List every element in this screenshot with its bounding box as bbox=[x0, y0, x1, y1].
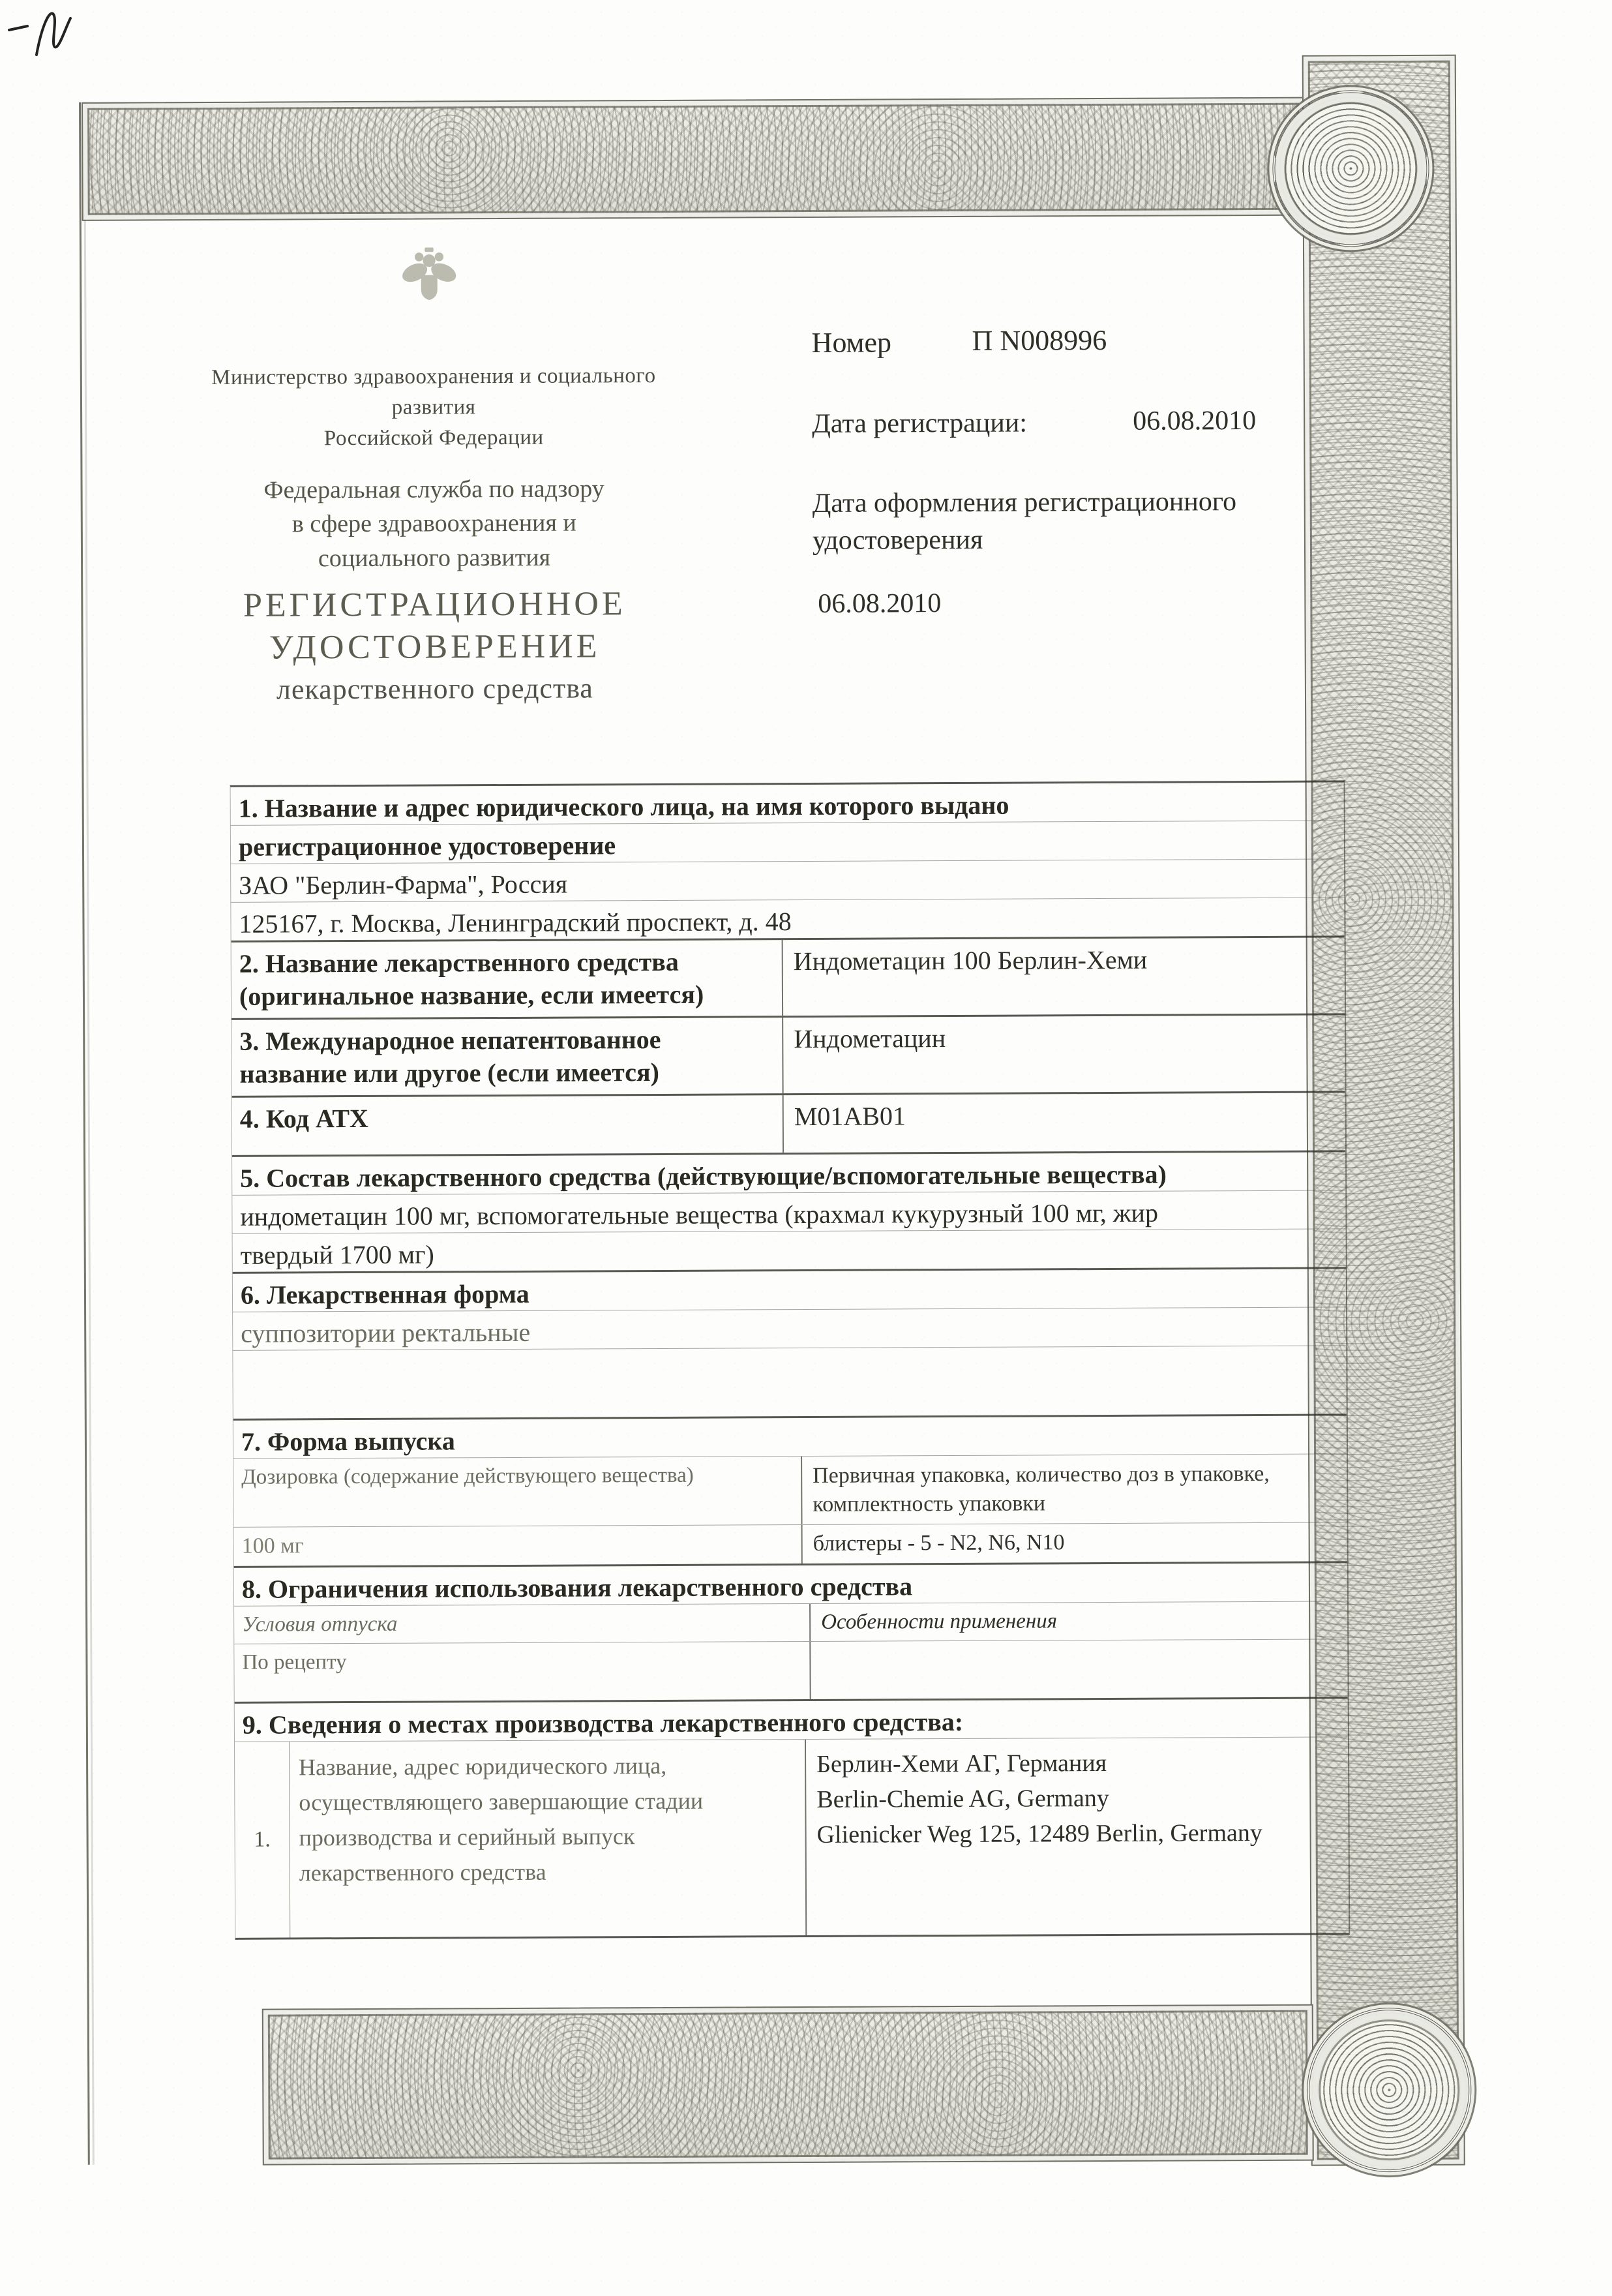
s9-producer-line: Берлин-Хеми АГ, Германия bbox=[816, 1749, 1107, 1779]
document-title-subline: лекарственного средства bbox=[276, 672, 593, 706]
s9-production-row bbox=[235, 1738, 1349, 1938]
ornamental-border-bottom bbox=[262, 2004, 1314, 2166]
s7-col2-header-line: Первичная упаковка, количество доз в упаковке, bbox=[813, 1461, 1270, 1488]
registration-table bbox=[230, 780, 1351, 1940]
s3-row bbox=[231, 1015, 1345, 1097]
s7-packaging-value: блистеры - 5 - N2, N6, N10 bbox=[813, 1530, 1065, 1556]
s2-label-cell bbox=[231, 940, 783, 1018]
number-label: Номер bbox=[811, 326, 892, 359]
s7-title: 7. Форма выпуска bbox=[233, 1415, 1347, 1458]
s2-label-line: (оригинальное название, если имеется) bbox=[239, 979, 704, 1011]
s5-title: 5. Состав лекарственного средства (действующие/вспомогательные вещества) bbox=[232, 1152, 1345, 1195]
s3-label-cell bbox=[231, 1018, 783, 1096]
s6-dosage-form: суппозитории ректальные bbox=[233, 1307, 1346, 1350]
document-title bbox=[160, 582, 709, 707]
s9-row-number: 1. bbox=[235, 1742, 290, 1938]
s7-col2-header bbox=[802, 1454, 1347, 1524]
s1-title-line1: 1. Название и адрес юридического лица, на имя которого выдано bbox=[231, 782, 1344, 825]
service-line: в сфере здравоохранения и bbox=[291, 509, 576, 538]
document-title-line: УДОСТОВЕРЕНИЕ bbox=[269, 627, 601, 667]
s3-label-line: название или другое (если имеется) bbox=[239, 1057, 660, 1089]
s7-col2-header-line: комплектность упаковки bbox=[813, 1491, 1046, 1517]
issue-date-label bbox=[813, 483, 1328, 560]
s8-col2-header: Особенности применения bbox=[821, 1609, 1058, 1634]
s1-holder-address: 125167, г. Москва, Ленинградский проспект, д. 48 bbox=[231, 898, 1344, 942]
rosette-bottom-right bbox=[1307, 2008, 1472, 2173]
s9-role-line: Название, адрес юридического лица, bbox=[299, 1753, 667, 1781]
s7-dosage-value: 100 мг bbox=[234, 1525, 803, 1565]
s8-title: 8. Ограничения использования лекарственного средства bbox=[234, 1563, 1347, 1606]
border-left-rule bbox=[79, 102, 90, 2165]
s8-dispensing-conditions: По рецепту bbox=[234, 1642, 811, 1702]
s5-composition-line2: твердый 1700 мг) bbox=[233, 1229, 1346, 1273]
s2-value-drug-name: Индометацин 100 Берлин-Хеми bbox=[793, 944, 1148, 976]
s4-label-atc: 4. Код АТХ bbox=[232, 1095, 784, 1155]
service-line: социального развития bbox=[318, 543, 551, 573]
s6-empty-space bbox=[233, 1346, 1346, 1420]
s8-application-features bbox=[811, 1640, 1347, 1700]
s4-row bbox=[232, 1093, 1345, 1156]
s1-title-line2: регистрационное удостоверение bbox=[231, 821, 1344, 864]
coat-of-arms-emblem bbox=[398, 243, 460, 313]
s8-col1-header: Условия отпуска bbox=[234, 1604, 811, 1644]
document-title-line: РЕГИСТРАЦИОННОЕ bbox=[243, 585, 626, 624]
issue-date-label-line: Дата оформления регистрационного bbox=[812, 487, 1237, 519]
registration-date-label: Дата регистрации: bbox=[812, 408, 1028, 439]
s9-producer-line: Glienicker Weg 125, 12489 Berlin, Germany bbox=[816, 1819, 1262, 1849]
s6-title: 6. Лекарственная форма bbox=[233, 1269, 1346, 1312]
s2-row bbox=[231, 937, 1345, 1020]
handwritten-mark bbox=[5, 4, 103, 67]
issue-date-label-line: удостоверения bbox=[812, 524, 983, 556]
s3-value-inn: Индометацин bbox=[794, 1023, 946, 1054]
registration-date-value: 06.08.2010 bbox=[1133, 405, 1257, 436]
service-line: Федеральная служба по надзору bbox=[263, 475, 604, 504]
s7-header-row bbox=[233, 1454, 1347, 1528]
s9-role-line: осуществляющего завершающие стадии bbox=[299, 1787, 704, 1816]
number-value: П N008996 bbox=[972, 324, 1107, 357]
s9-role-line: производства и серийный выпуск bbox=[299, 1823, 635, 1851]
s8-value-row bbox=[234, 1640, 1347, 1704]
ornamental-border-top bbox=[82, 97, 1306, 221]
s5-composition-line1: индометацин 100 мг, вспомогательные вещества (крахмал кукурузный 100 мг, жир bbox=[232, 1190, 1345, 1233]
s9-producer-details bbox=[806, 1738, 1349, 1936]
s3-label-line: 3. Международное непатентованное bbox=[239, 1024, 661, 1056]
s4-value-atc-code: M01AB01 bbox=[794, 1101, 906, 1132]
issuer-service bbox=[173, 472, 695, 577]
s1-holder-name: ЗАО "Берлин-Фарма", Россия bbox=[231, 859, 1344, 902]
s9-role-line: лекарственного средства bbox=[299, 1858, 546, 1886]
s8-header-row bbox=[234, 1601, 1347, 1644]
issuer-ministry bbox=[147, 361, 721, 455]
s7-value-row bbox=[234, 1523, 1347, 1568]
s9-producer-line: Berlin-Chemie AG, Germany bbox=[816, 1785, 1109, 1814]
s2-label-line: 2. Название лекарственного средства bbox=[239, 946, 679, 978]
rosette-top-right bbox=[1272, 90, 1429, 247]
s9-producer-role bbox=[290, 1740, 807, 1937]
ministry-line: Российской Федерации bbox=[323, 425, 544, 450]
ministry-line: развития bbox=[391, 395, 476, 419]
s9-title: 9. Сведения о местах производства лекарственного средства: bbox=[235, 1699, 1348, 1742]
issue-date-value: 06.08.2010 bbox=[818, 588, 942, 619]
ministry-line: Министерство здравоохранения и социального bbox=[211, 363, 656, 389]
s7-col1-header: Дозировка (содержание действующего вещества) bbox=[233, 1457, 802, 1527]
